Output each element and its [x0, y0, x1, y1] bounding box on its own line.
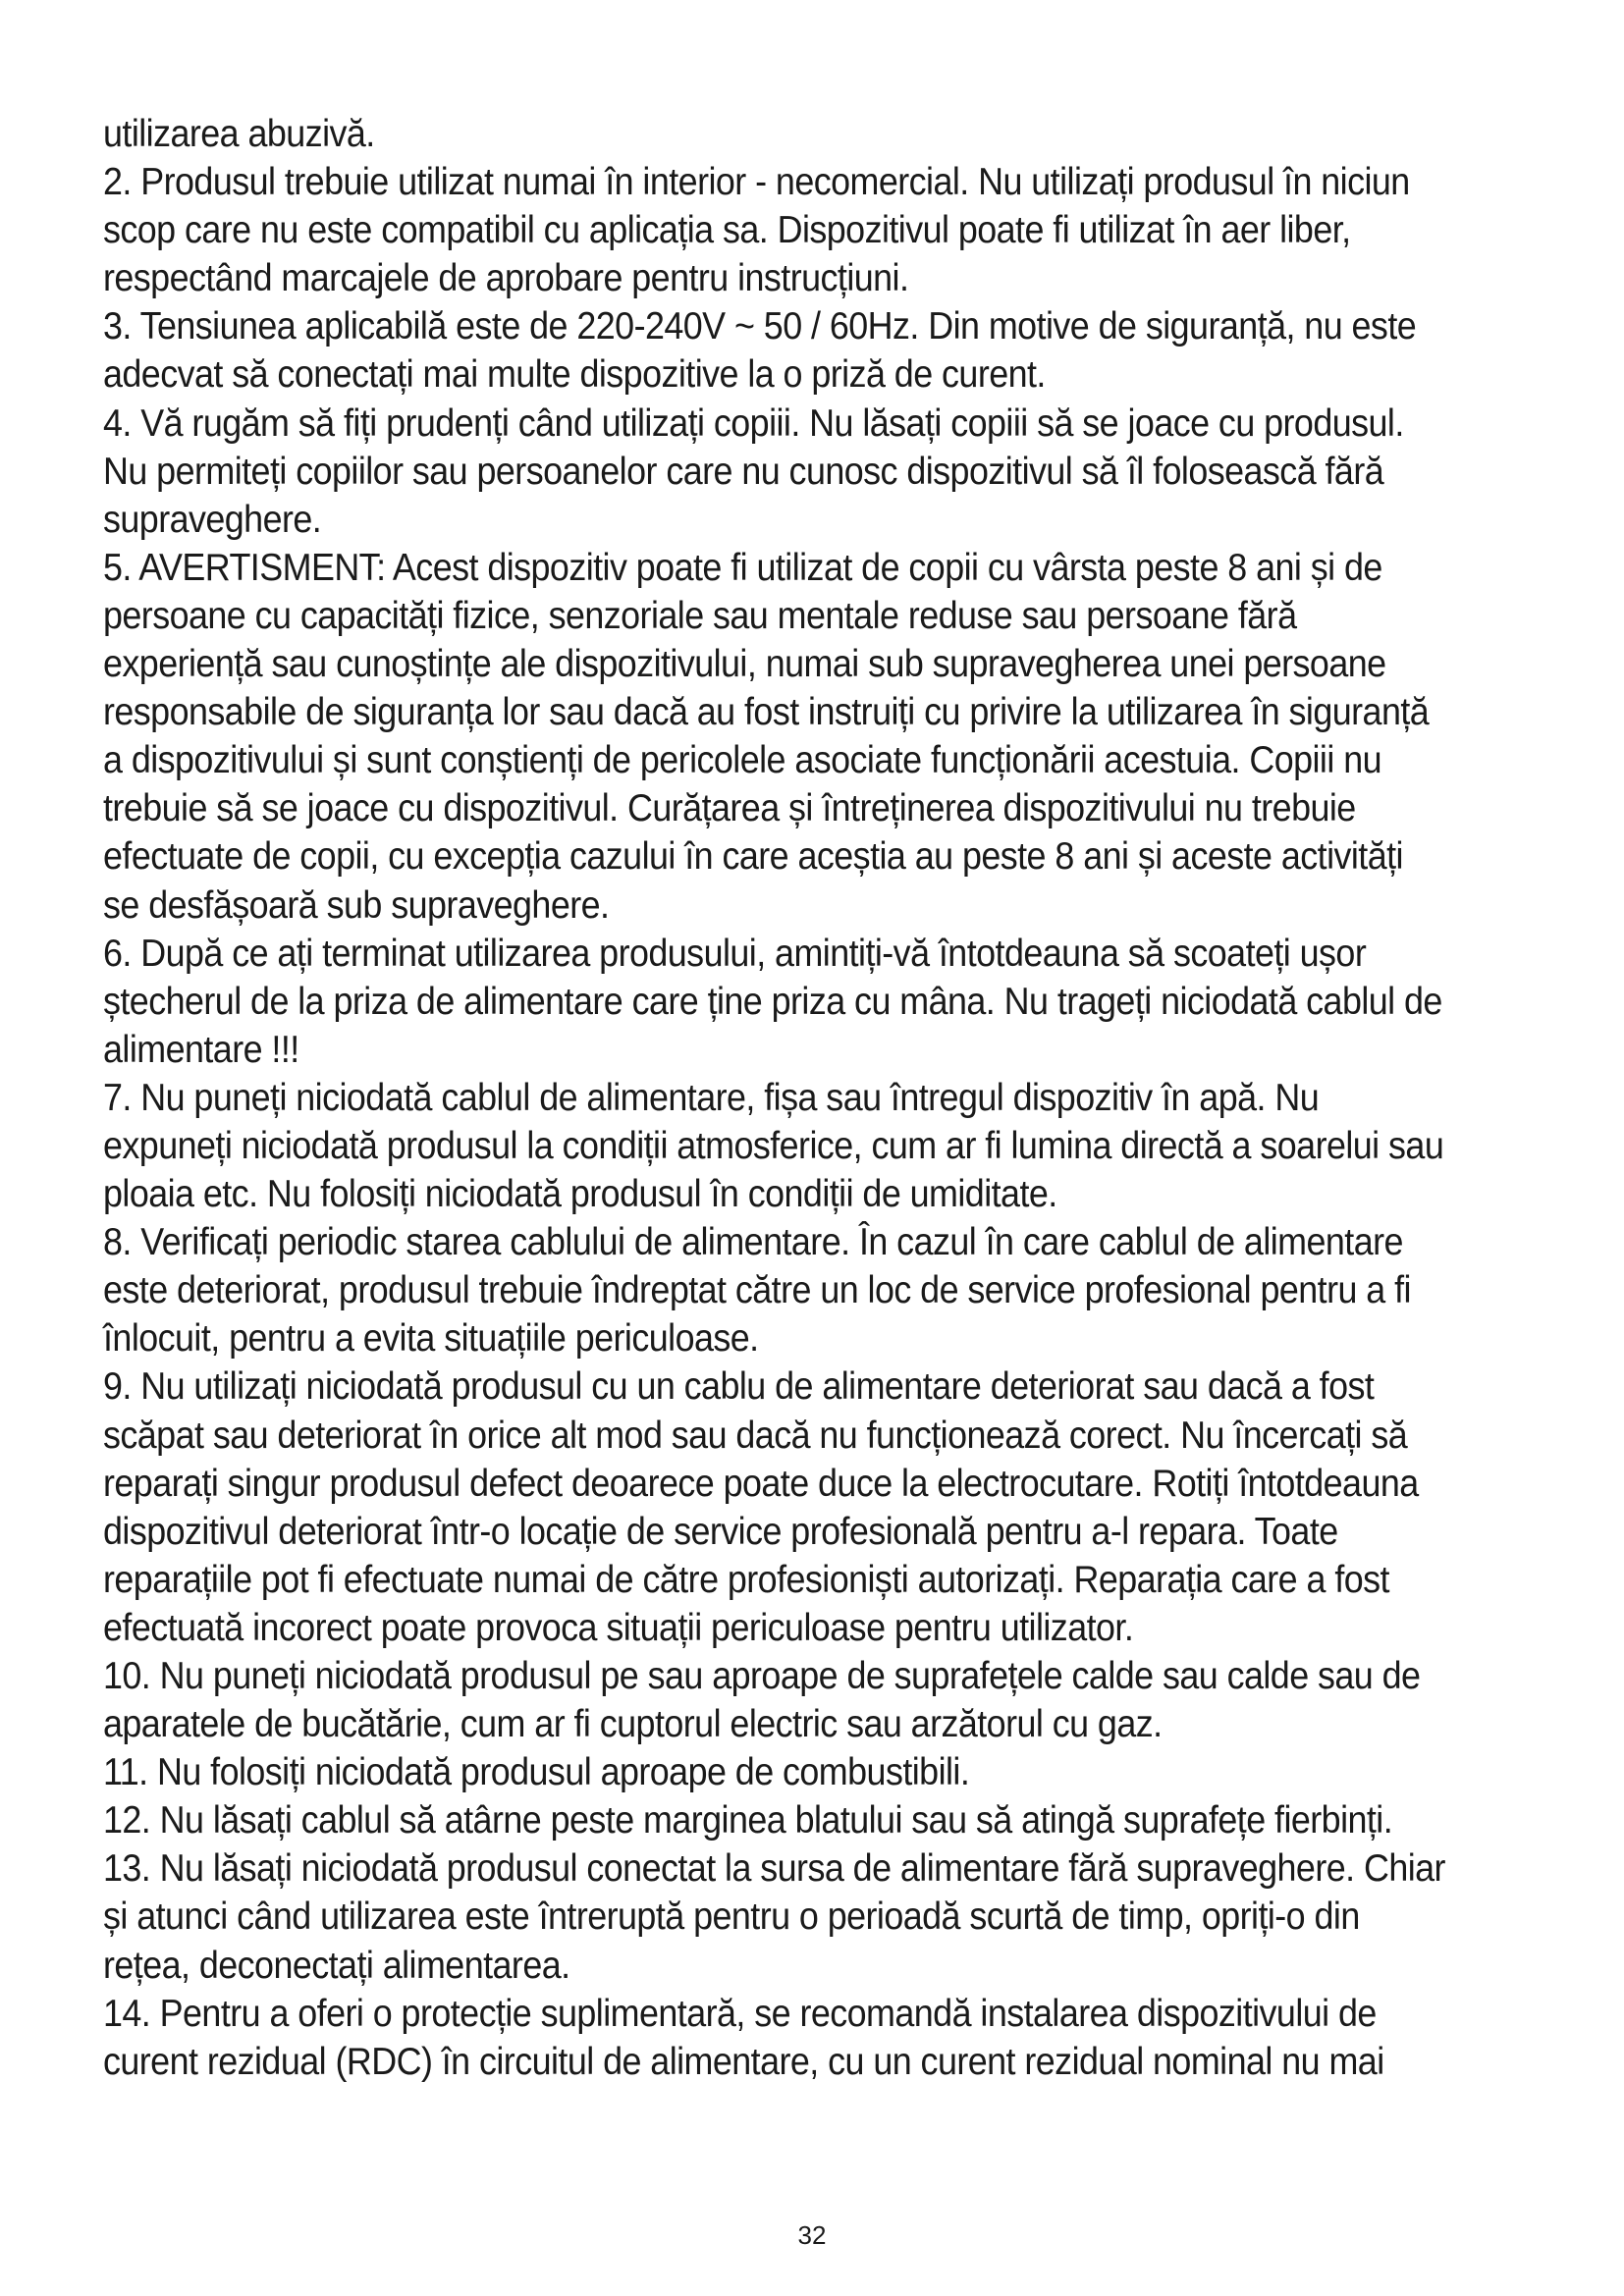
- text-line: responsabile de siguranța lor sau dacă au fost instruiți cu privire la utilizarea în siguranță: [103, 691, 1430, 734]
- text-line: supraveghere.: [103, 498, 322, 541]
- page-number: 32: [797, 2220, 827, 2250]
- text-line: ploaia etc. Nu folosiți niciodată produsul în condiții de umiditate.: [103, 1173, 1057, 1216]
- text-line: 5. AVERTISMENT: Acest dispozitiv poate fi utilizat de copii cu vârsta peste 8 ani și de: [103, 546, 1382, 589]
- text-line: utilizarea abuzivă.: [103, 113, 375, 155]
- text-line: reparațiile pot fi efectuate numai de către profesioniști autorizați. Reparația care a fost: [103, 1558, 1389, 1601]
- text-line: 12. Nu lăsați cablul să atârne peste marginea blatului sau să atingă suprafețe fierbinți.: [103, 1799, 1393, 1842]
- text-line: alimentare !!!: [103, 1028, 299, 1071]
- text-line: curent rezidual (RDC) în circuitul de alimentare, cu un curent rezidual nominal nu mai: [103, 2040, 1384, 2083]
- text-line: înlocuit, pentru a evita situațiile periculoase.: [103, 1317, 759, 1361]
- text-line: 7. Nu puneți niciodată cablul de alimentare, fișa sau întregul dispozitiv în apă. Nu: [103, 1076, 1320, 1119]
- text-line: persoane cu capacități fizice, senzoriale sau mentale reduse sau persoane fără: [103, 594, 1297, 637]
- text-line: scăpat sau deteriorat în orice alt mod sau dacă nu funcționează corect. Nu încercați să: [103, 1414, 1408, 1457]
- text-line: se desfășoară sub supraveghere.: [103, 883, 610, 927]
- text-line: aparatele de bucătărie, cum ar fi cuptorul electric sau arzătorul cu gaz.: [103, 1703, 1163, 1746]
- text-line: 13. Nu lăsați niciodată produsul conectat la sursa de alimentare fără supraveghere. Chiar: [103, 1847, 1445, 1891]
- text-line: experiență sau cunoștințe ale dispozitivului, numai sub supravegherea unei persoane: [103, 643, 1386, 686]
- text-line: Nu permiteți copiilor sau persoanelor care nu cunosc dispozitivul să îl folosească fără: [103, 450, 1384, 493]
- text-line: 11. Nu folosiți niciodată produsul aproape de combustibili.: [103, 1751, 970, 1794]
- text-line: este deteriorat, produsul trebuie îndreptat către un loc de service profesional pentru a fi: [103, 1269, 1411, 1312]
- text-line: trebuie să se joace cu dispozitivul. Curățarea și întreținerea dispozitivului nu trebuie: [103, 787, 1356, 830]
- text-line: reparați singur produsul defect deoarece poate duce la electrocutare. Rotiți întotdeauna: [103, 1462, 1419, 1505]
- text-line: efectuată incorect poate provoca situații periculoase pentru utilizator.: [103, 1606, 1134, 1649]
- text-line: expuneți niciodată produsul la condiții atmosferice, cum ar fi lumina directă a soarelui sau: [103, 1124, 1444, 1167]
- text-line: 3. Tensiunea aplicabilă este de 220-240V ~ 50 / 60Hz. Din motive de siguranță, nu este: [103, 305, 1417, 348]
- text-line: 6. După ce ați terminat utilizarea produsului, amintiți-vă întotdeauna să scoateți ușor: [103, 932, 1367, 975]
- text-line: 10. Nu puneți niciodată produsul pe sau aproape de suprafețele calde sau calde sau de: [103, 1655, 1421, 1697]
- text-line: 14. Pentru a oferi o protecție suplimentară, se recomandă instalarea dispozitivului de: [103, 1992, 1377, 2035]
- text-line: 8. Verificați periodic starea cablului de alimentare. În cazul în care cablul de alimentare: [103, 1221, 1403, 1264]
- text-line: dispozitivul deteriorat într-o locație de service profesională pentru a-l repara. Toate: [103, 1510, 1338, 1553]
- text-line: respectând marcajele de aprobare pentru instrucțiuni.: [103, 257, 909, 300]
- text-line: ștecherul de la priza de alimentare care ține priza cu mâna. Nu trageți niciodată cablul de: [103, 980, 1442, 1023]
- document-body: [103, 110, 1537, 2086]
- text-line: scop care nu este compatibil cu aplicația sa. Dispozitivul poate fi utilizat în aer liber,: [103, 209, 1351, 252]
- text-line: 9. Nu utilizați niciodată produsul cu un cablu de alimentare deteriorat sau dacă a fost: [103, 1365, 1375, 1409]
- text-line: și atunci când utilizarea este întreruptă pentru o perioadă scurtă de timp, opriți-o din: [103, 1896, 1360, 1939]
- text-line: efectuate de copii, cu excepția cazului în care aceștia au peste 8 ani și aceste activități: [103, 835, 1403, 879]
- text-line: rețea, deconectați alimentarea.: [103, 1944, 570, 1987]
- text-line: adecvat să conectați mai multe dispozitive la o priză de curent.: [103, 353, 1046, 397]
- text-line: 4. Vă rugăm să fiți prudenți când utilizați copiii. Nu lăsați copiii să se joace cu produsul.: [103, 401, 1404, 445]
- text-line: a dispozitivului și sunt conștienți de pericolele asociate funcționării acestuia. Copiii nu: [103, 739, 1382, 782]
- text-line: 2. Produsul trebuie utilizat numai în interior - necomercial. Nu utilizați produsul în niciun: [103, 161, 1410, 204]
- text-block: [103, 110, 1537, 2086]
